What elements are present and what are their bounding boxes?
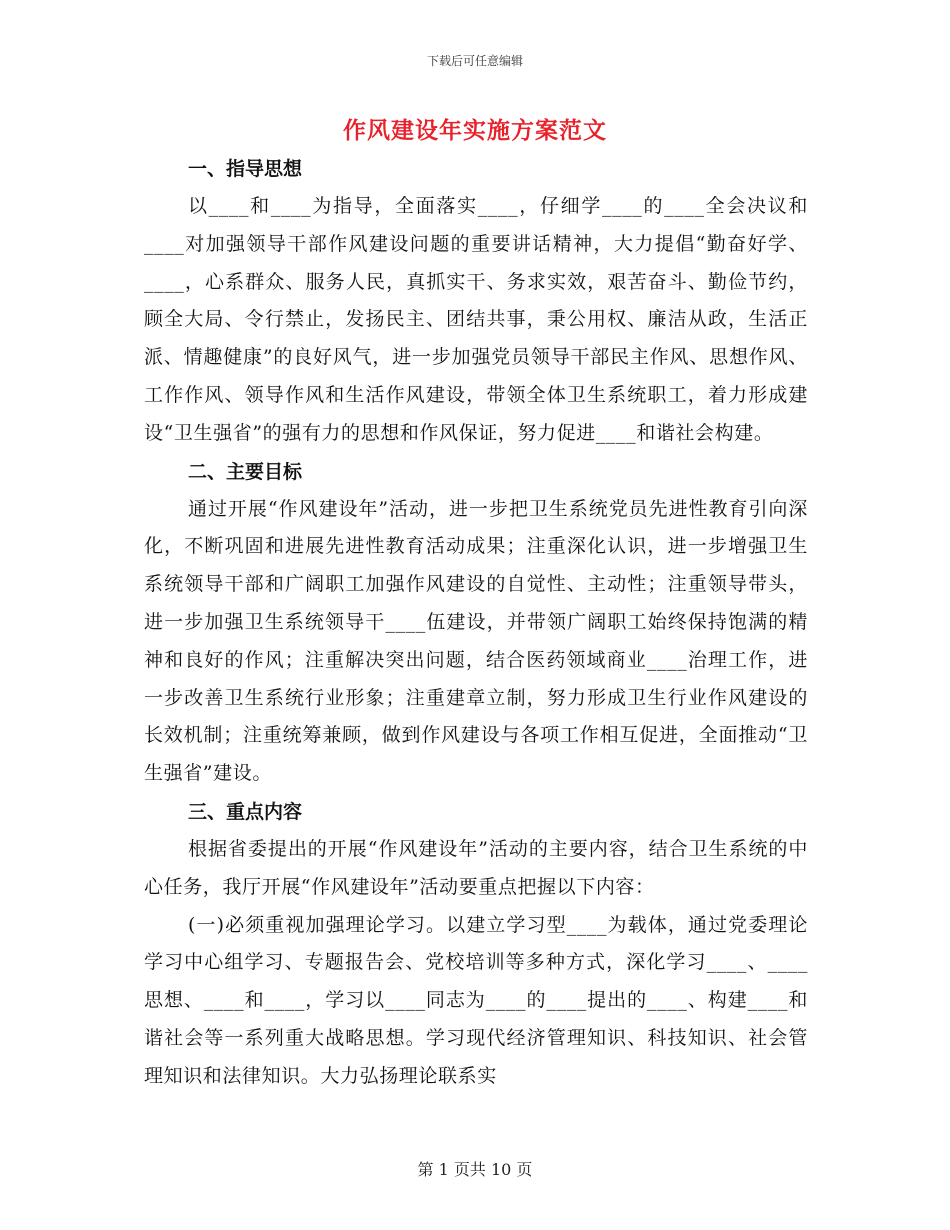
section-heading-guiding-ideology: 一、指导思想 [188, 158, 303, 180]
header-note: 下载后可任意编辑 [426, 54, 523, 68]
paragraph-guiding-ideology: 以____和____为指导，全面落实____，仔细学____的____全会决议和____对加强领导干部作风建设问题的重要讲话精神，大力提倡“勤奋好学、____，心系群众、服务人民，真抓实干、务求实效，艰苦奋斗、勤俭节约，顾全大局、令行禁止，发扬民主、团结共事，秉公用权、廉洁从政，生活正派、情趣健康”的良好风气，进一步加强党员领导干部民主作风、思想作风、工作作风、领导作风和生活作风建设，带领全体卫生系统职工，着力形成建设“卫生强省”的强有力的思想和作风保证，努力促进____和谐社会构建。 [144, 195, 808, 444]
paragraph-theory-study: (一)必须重视加强理论学习。以建立学习型____为载体，通过党委理论学习中心组学习、专题报告会、党校培训等多种方式，深化学习____、____思想、____和____，学习以____同志为____的____提出的____、构建____和谐社会等一系列重大战略思想。学习现代经济管理知识、科技知识、社会管理知识和法律知识。大力弘扬理论联系实 [144, 913, 808, 1087]
section-heading-main-goals: 二、主要目标 [188, 460, 303, 483]
paragraph-key-content-intro: 根据省委提出的开展“作风建设年”活动的主要内容，结合卫生系统的中心任务，我厅开展“作风建设年”活动要重点把握以下内容： [144, 837, 808, 898]
page-footer: 第 1 页共 10 页 [417, 1160, 533, 1179]
section-heading-key-content: 三、重点内容 [188, 800, 303, 823]
paragraph-main-goals: 通过开展“作风建设年”活动，进一步把卫生系统党员先进性教育引向深化，不断巩固和进展先进性教育活动成果；注重深化认识，进一步增强卫生系统领导干部和广阔职工加强作风建设的自觉性、主动性；注重领导带头，进一步加强卫生系统领导干____伍建设，并带领广阔职工始终保持饱满的精神和良好的作风；注重解决突出问题，结合医药领域商业____治理工作，进一步改善卫生系统行业形象；注重建章立制，努力形成卫生行业作风建设的长效机制；注重统筹兼顾，做到作风建设与各项工作相互促进，全面推动“卫生强省”建设。 [144, 497, 808, 785]
document-title: 作风建设年实施方案范文 [343, 117, 607, 144]
document-body [144, 150, 808, 1096]
